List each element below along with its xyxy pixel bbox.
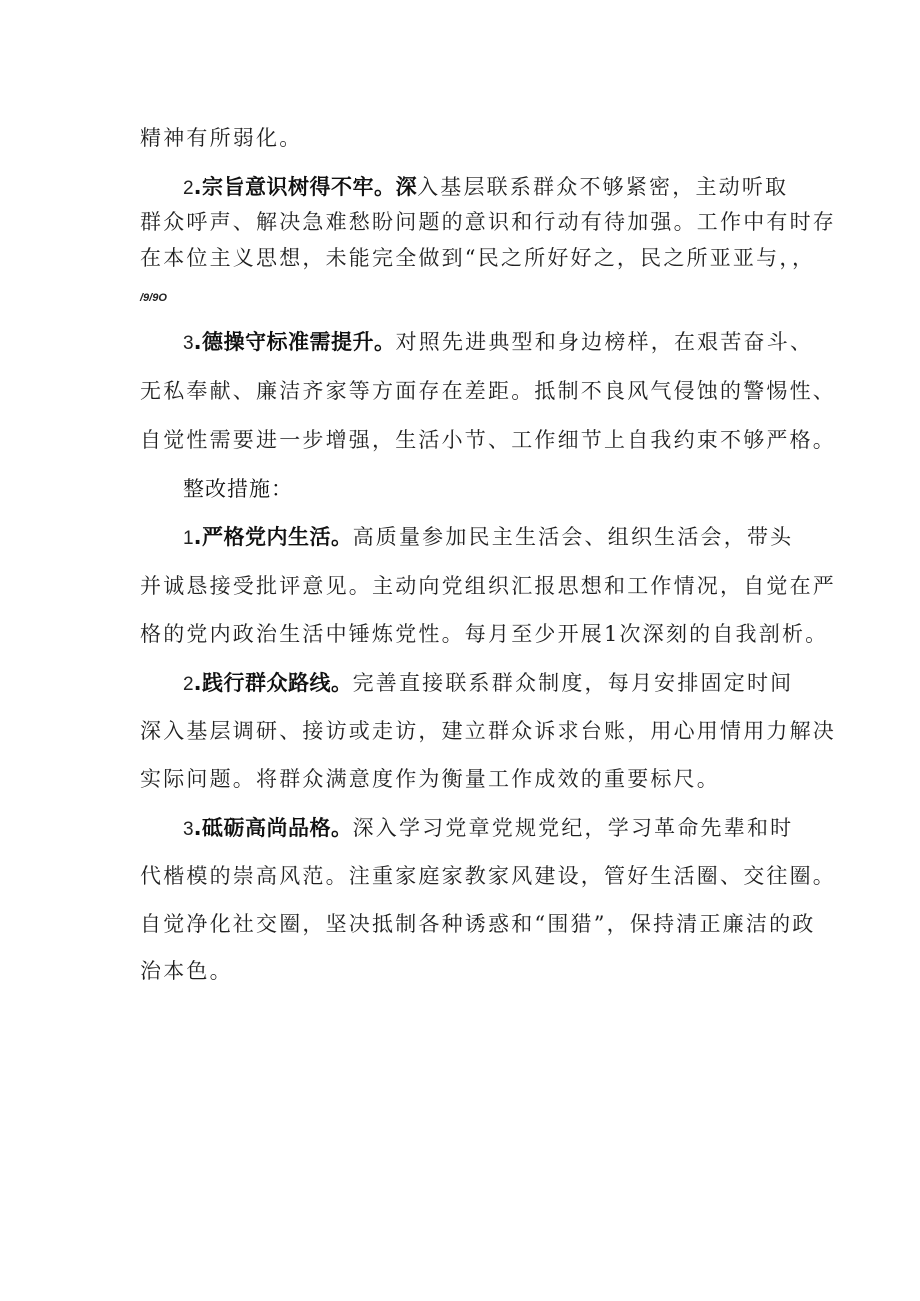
section-heading: 整改措施： (183, 477, 293, 501)
item-number: 2 (183, 178, 194, 199)
item-number: 1 (183, 528, 194, 549)
paragraph-line (183, 812, 833, 846)
item-number: 3 (183, 333, 194, 354)
item-title-tail: 深 (395, 175, 418, 199)
item-text: 深入学习党章党规党纪，学习革命先辈和时 (352, 816, 794, 840)
item-title: .宗旨意识树得不牢。 (193, 175, 396, 199)
item-number: 2 (183, 674, 194, 695)
item-text: 入基层联系群众不够紧密，主动听取 (417, 175, 789, 199)
garbled-fragment: /9/9O (140, 292, 167, 304)
paragraph-line: 治本色。 (140, 959, 233, 983)
item-text: 对照先进典型和身边榜样，在艰苦奋斗、 (395, 330, 814, 354)
paragraph-line: 在本位主义思想，未能完全做到“民之所好好之，民之所亚亚与，， (140, 246, 816, 270)
item-number: 3 (183, 819, 194, 840)
item-text: 高质量参加民主生活会、组织生活会，带头 (352, 525, 794, 549)
paragraph-line: 并诚恳接受批评意见。主动向党组织汇报思想和工作情况，自觉在严 (140, 574, 836, 598)
paragraph-line: 格的党内政治生活中锤炼党性。每月至少开展1次深刻的自我剖析。 (140, 622, 829, 646)
item-title: .德操守标准需提升。 (193, 330, 396, 354)
paragraph-line: 精神有所弱化。 (140, 126, 303, 150)
paragraph-line: 群众呼声、解决急难愁盼问题的意识和行动有待加强。工作中有时存 (140, 210, 836, 234)
paragraph-line: 实际问题。将群众满意度作为衡量工作成效的重要标尺。 (140, 767, 720, 791)
paragraph-line: 自觉性需要进一步增强，生活小节、工作细节上自我约束不够严格。 (140, 428, 836, 452)
paragraph-line: 无私奉献、廉洁齐家等方面存在差距。抵制不良风气侵蚀的警惕性、 (140, 379, 836, 403)
paragraph-line (183, 667, 833, 701)
paragraph-line (183, 171, 833, 205)
paragraph-line: 深入基层调研、接访或走访，建立群众诉求台账，用心用情用力解决 (140, 719, 836, 743)
item-title: .践行群众路线。 (193, 671, 353, 695)
paragraph-line (183, 326, 833, 360)
paragraph-line (183, 521, 833, 555)
item-text: 完善直接联系群众制度，每月安排固定时间 (352, 671, 794, 695)
item-title: .严格党内生活。 (193, 525, 353, 549)
item-title: .砥砺高尚品格。 (193, 816, 353, 840)
paragraph-line: 自觉净化社交圈，坚决抵制各种诱惑和“围猎”，保持清正廉洁的政 (140, 912, 816, 936)
paragraph-line: 代楷模的崇高风范。注重家庭家教家风建设，管好生活圈、交往圈。 (140, 864, 836, 888)
